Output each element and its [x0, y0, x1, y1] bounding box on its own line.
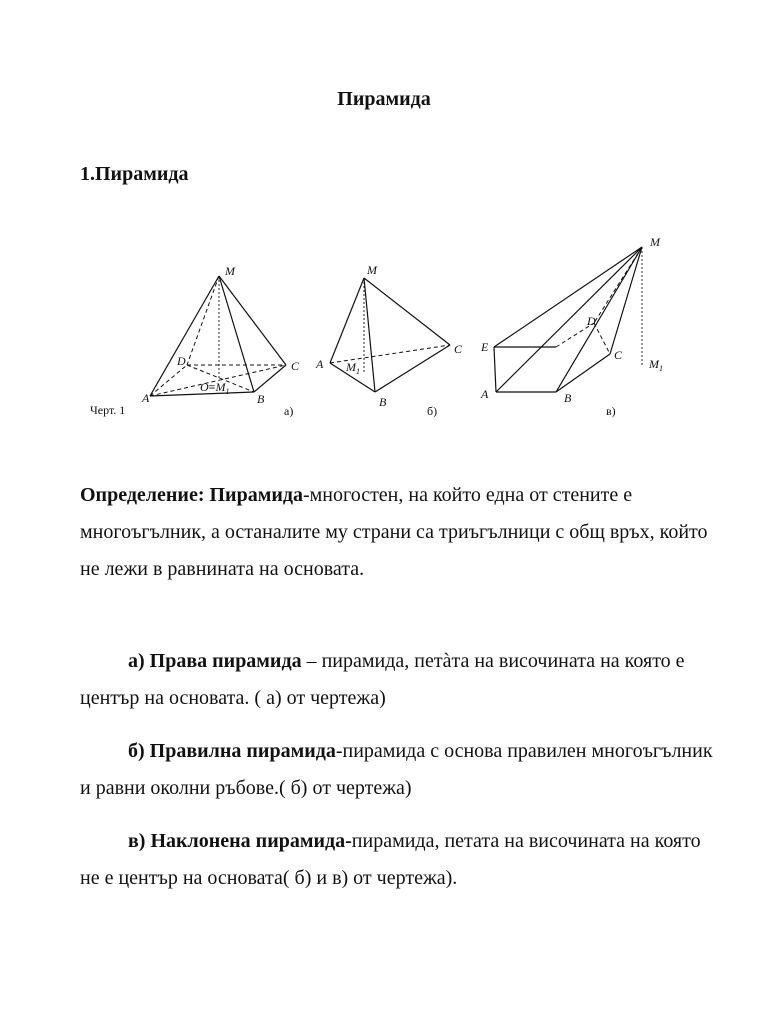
pyramids-figure: [84, 228, 684, 428]
type-a-paragraph: [80, 643, 720, 717]
subfigure-label-b: б): [427, 404, 438, 418]
type-b-text: -пирамида с основа правилен многоъгълник и равни околни ръбове.( б) от чертежа): [80, 740, 713, 799]
label-a-M: M: [225, 264, 235, 278]
label-a-D: D: [177, 354, 186, 368]
subfigure-label-a: а): [284, 404, 294, 418]
label-c-C: C: [614, 348, 623, 362]
definition-paragraph: [80, 477, 720, 588]
pyramid-c-drawing: [494, 247, 642, 392]
label-b-M1: $M_1$: [346, 360, 360, 376]
type-a-term: а) Права пирамида: [128, 650, 302, 672]
label-c-M: M: [650, 235, 660, 249]
pyramid-b-drawing: [330, 278, 450, 392]
page-title: Пирамида: [337, 88, 431, 110]
section-heading: 1.Пирамида: [80, 163, 189, 185]
type-b-paragraph: [80, 733, 720, 807]
subfigure-label-c: в): [606, 404, 616, 418]
label-c-A: A: [481, 387, 489, 401]
label-c-E: E: [481, 340, 489, 354]
definition-term: Определение: Пирамида: [80, 484, 303, 506]
type-b-term: б) Правилна пирамида: [128, 740, 336, 762]
label-b-C: C: [454, 342, 463, 356]
label-b-B: B: [379, 395, 387, 409]
type-c-paragraph: [80, 823, 720, 897]
type-c-term: в) Наклонена пирамида-: [128, 830, 352, 852]
type-c-text: пирамида, петата на височината на която не е център на основата( б) и в) от чертежа).: [80, 830, 701, 889]
label-c-M1: $M_1$: [649, 357, 663, 373]
label-b-A: A: [316, 357, 324, 371]
label-a-O: $O\equiv M_1$: [200, 380, 230, 396]
label-a-C: C: [291, 359, 300, 373]
label-a-B: B: [257, 392, 265, 406]
label-c-B: B: [564, 391, 572, 405]
pyramid-a-drawing: [150, 276, 286, 396]
figure-caption: Черт. 1: [90, 403, 126, 417]
definition-text: -многостен, на който една от стените е многоъгълник, а останалите му страни са триъгълници с общ връх, който не лежи в равнината на основата.: [80, 484, 708, 580]
label-a-A: A: [142, 391, 150, 405]
label-c-D: D: [587, 314, 596, 328]
type-a-text: – пирамида, петàта на височината на която е център на основата. ( а) от чертежа): [80, 650, 685, 709]
label-b-M: M: [367, 263, 377, 277]
